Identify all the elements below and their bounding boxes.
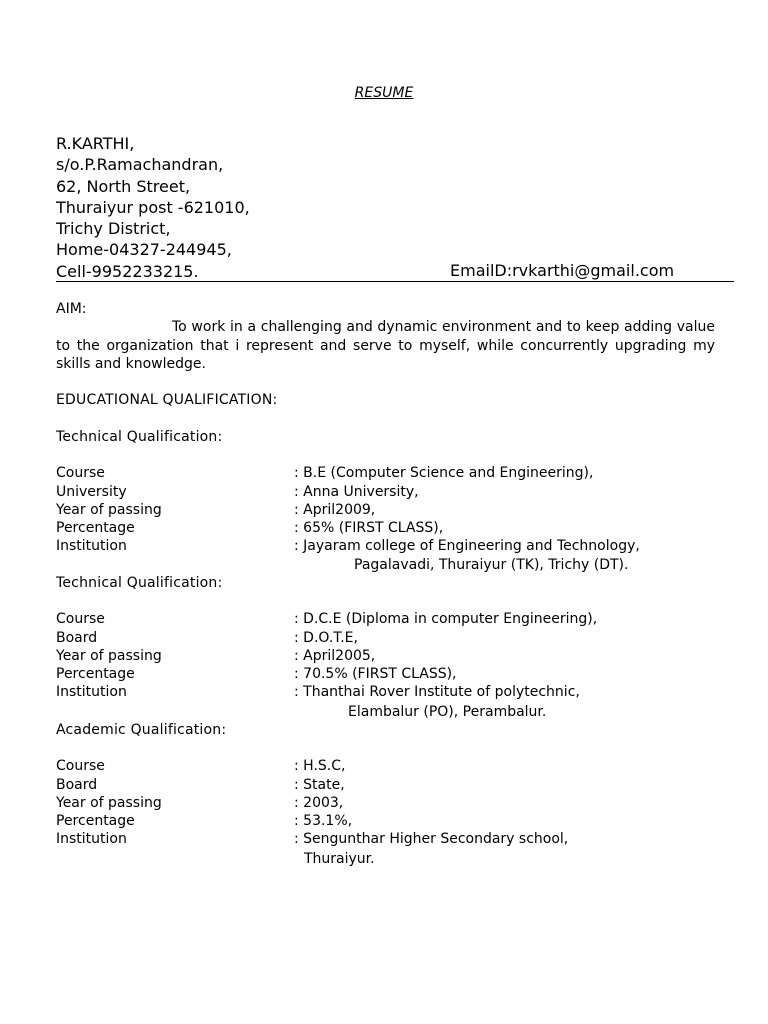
aim-text: To work in a challenging and dynamic environment and to keep adding value to the organization that i represent and serve to myself, while concurrently upgrading my skills and knowledge. bbox=[56, 319, 715, 372]
section-heading: Technical Qualification: bbox=[56, 575, 223, 591]
qualification-row bbox=[56, 648, 736, 666]
row-label: Course bbox=[56, 758, 105, 774]
qualification-row bbox=[56, 813, 736, 831]
row-label: Course bbox=[56, 611, 105, 627]
qualification-row bbox=[56, 611, 736, 629]
row-label: Year of passing bbox=[56, 795, 162, 811]
row-label: Institution bbox=[56, 831, 127, 847]
row-label: Course bbox=[56, 465, 105, 481]
institution-address: Thuraiyur. bbox=[304, 851, 375, 867]
education-heading: EDUCATIONAL QUALIFICATION: bbox=[56, 392, 278, 408]
row-value: : 65% (FIRST CLASS), bbox=[294, 520, 444, 536]
row-value: : April2005, bbox=[294, 648, 376, 664]
section-heading: Technical Qualification: bbox=[56, 429, 223, 445]
header-divider bbox=[56, 281, 734, 282]
father-name: s/o.P.Ramachandran, bbox=[56, 155, 224, 175]
qualification-row bbox=[56, 538, 736, 556]
row-label: University bbox=[56, 484, 127, 500]
row-value: : Thanthai Rover Institute of polytechnic, bbox=[294, 684, 580, 700]
qualification-row bbox=[56, 795, 736, 813]
email-address: EmailD:rvkarthi@gmail.com bbox=[450, 261, 675, 280]
cell-phone: Cell-9952233215. bbox=[56, 261, 199, 281]
section-heading: Academic Qualification: bbox=[56, 722, 227, 738]
row-value: : B.E (Computer Science and Engineering), bbox=[294, 465, 594, 481]
row-label: Percentage bbox=[56, 520, 135, 536]
row-value: : 2003, bbox=[294, 795, 344, 811]
institution-address: Pagalavadi, Thuraiyur (TK), Trichy (DT). bbox=[354, 557, 629, 573]
row-value: : H.S.C, bbox=[294, 758, 346, 774]
row-label: Year of passing bbox=[56, 502, 162, 518]
qualification-row bbox=[56, 502, 736, 520]
home-phone: Home-04327-244945, bbox=[56, 240, 232, 260]
qualification-row bbox=[56, 684, 736, 702]
applicant-name: R.KARTHI, bbox=[56, 134, 135, 153]
row-label: Institution bbox=[56, 684, 127, 700]
row-value: : State, bbox=[294, 777, 345, 793]
street-address: 62, North Street, bbox=[56, 176, 191, 196]
document-title: RESUME bbox=[354, 85, 414, 101]
row-value: : April2009, bbox=[294, 502, 376, 518]
row-value: : Anna University, bbox=[294, 484, 419, 500]
row-label: Year of passing bbox=[56, 648, 162, 664]
qualification-row bbox=[56, 666, 736, 684]
row-value: : D.O.T.E, bbox=[294, 630, 358, 646]
institution-address: Elambalur (PO), Perambalur. bbox=[348, 704, 547, 720]
row-value: : Sengunthar Higher Secondary school, bbox=[294, 831, 569, 847]
qualification-row bbox=[56, 465, 736, 483]
aim-heading: AIM: bbox=[56, 301, 87, 317]
qualification-row bbox=[56, 758, 736, 776]
qualification-row bbox=[56, 777, 736, 795]
row-value: : Jayaram college of Engineering and Technology, bbox=[294, 538, 640, 554]
district: Trichy District, bbox=[56, 219, 171, 239]
qualification-row bbox=[56, 484, 736, 502]
qualification-row bbox=[56, 831, 736, 849]
qualification-row bbox=[56, 630, 736, 648]
row-value: : 70.5% (FIRST CLASS), bbox=[294, 666, 457, 682]
post-address: Thuraiyur post -621010, bbox=[56, 197, 250, 217]
row-label: Board bbox=[56, 630, 98, 646]
row-label: Percentage bbox=[56, 666, 135, 682]
contact-block bbox=[56, 133, 250, 282]
qualification-row bbox=[56, 520, 736, 538]
row-label: Institution bbox=[56, 538, 127, 554]
row-label: Board bbox=[56, 777, 98, 793]
row-value: : 53.1%, bbox=[294, 813, 353, 829]
row-label: Percentage bbox=[56, 813, 135, 829]
row-value: : D.C.E (Diploma in computer Engineering), bbox=[294, 611, 598, 627]
